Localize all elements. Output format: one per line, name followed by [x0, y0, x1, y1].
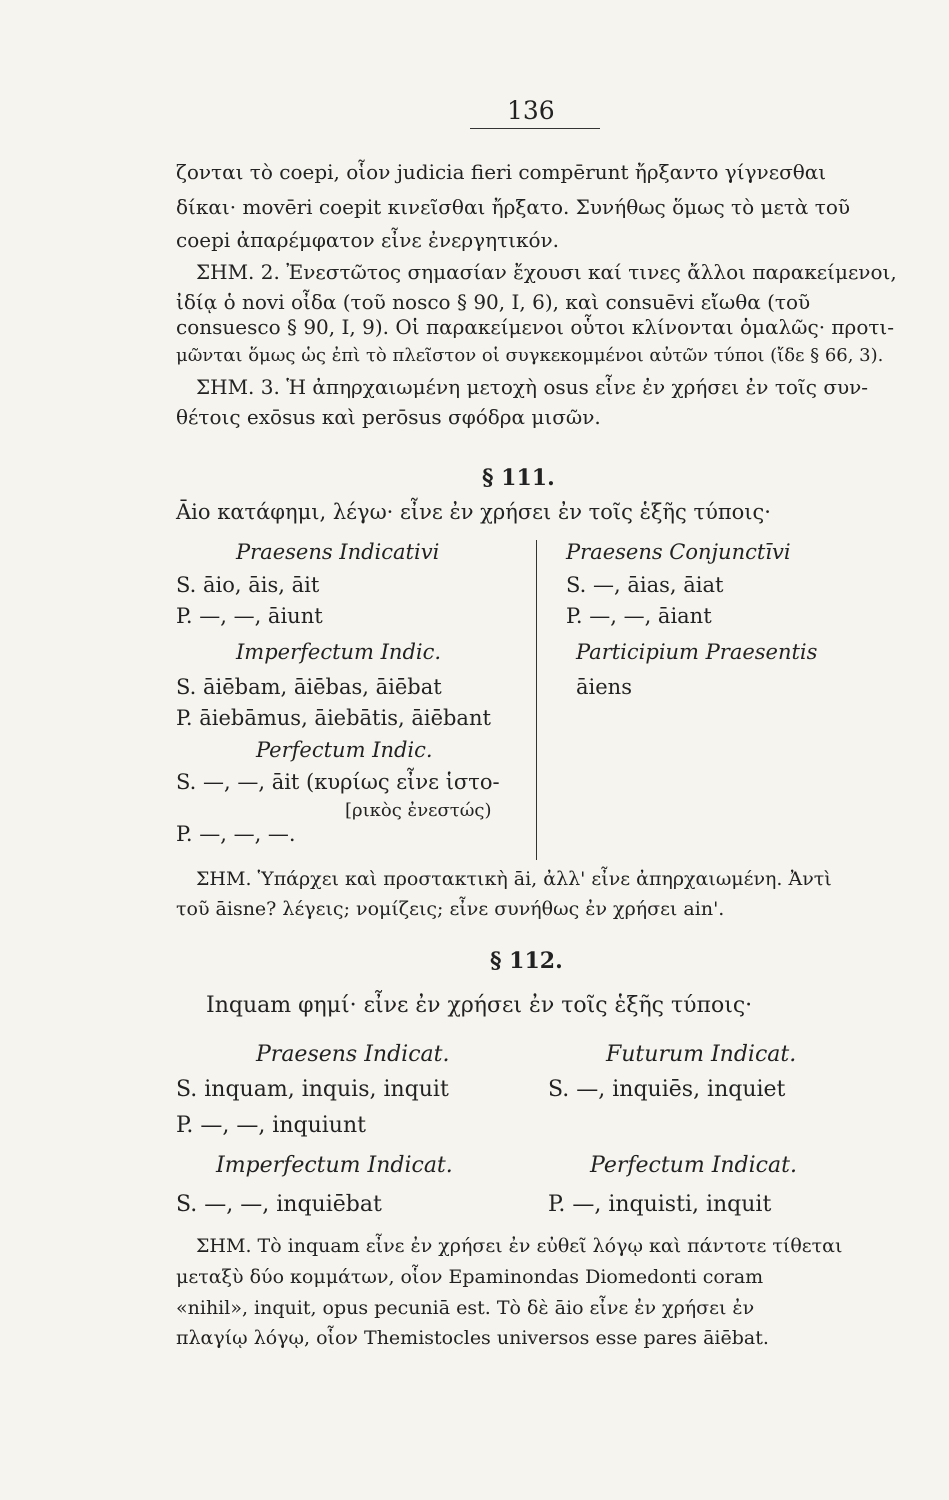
section-111-note-2: τοῦ āisne? λέγεις; νομίζεις; εἶνε συνήθως ἐν χρήσει ain'. [176, 898, 725, 920]
right-row-2: P. —, —, āiant [566, 604, 712, 628]
left-row-6: [ρικὸς ἐνεστώς) [345, 800, 492, 821]
column-divider [536, 540, 537, 860]
right-heading-2: Participium Praesentis [576, 640, 818, 664]
left-row-5: S. —, —, āit (κυρίως εἶνε ἱστο- [176, 770, 500, 794]
left-row-3: S. āiēbam, āiēbas, āiēbat [176, 675, 442, 699]
left-row-7: P. —, —, —. [176, 822, 296, 846]
inquam-left-row-2: P. —, —, inquiunt [176, 1113, 366, 1138]
inquam-left-row-3: S. —, —, inquiēbat [176, 1192, 382, 1217]
right-row-3: āiens [576, 675, 632, 699]
left-row-1: S. āio, āis, āit [176, 573, 320, 597]
left-heading-2: Imperfectum Indic. [236, 640, 442, 664]
note3-line-2: θέτοις exōsus καὶ perōsus σφόδρα μισῶν. [176, 405, 601, 429]
intro-line-1: ζονται τὸ coepi, οἷον judicia fieri compērunt ἤρξαντο γίγνεσθαι [176, 160, 827, 184]
section-111-lead: Āio κατάφημι, λέγω· εἶνε ἐν χρήσει ἐν τοῖς ἑξῆς τύποις· [176, 500, 771, 524]
inquam-right-row-1: S. —, inquiēs, inquiet [548, 1077, 786, 1102]
inquam-right-heading-1: Futurum Indicat. [606, 1042, 797, 1067]
right-row-1: S. —, āias, āiat [566, 573, 724, 597]
intro-line-2: δίκαι· movēri coepit κινεῖσθαι ἤρξατο. Συνήθως ὅμως τὸ μετὰ τοῦ [176, 195, 851, 219]
section-112-note-1: ΣΗΜ. Τὸ inquam εἶνε ἐν χρήσει ἐν εὐθεῖ λόγῳ καὶ πάντοτε τίθεται [196, 1235, 843, 1257]
note2-line-4: μῶνται ὅμως ὡς ἐπὶ τὸ πλεῖστον οἱ συγκεκομμένοι αὐτῶν τύποι (ἴδε § 66, 3). [176, 345, 884, 366]
inquam-right-heading-2: Perfectum Indicat. [590, 1153, 797, 1178]
page-number: 136 [507, 96, 555, 125]
inquam-left-heading-2: Imperfectum Indicat. [216, 1153, 453, 1178]
note2-line-3: consuesco § 90, I, 9). Οἱ παρακείμενοι οὗτοι κλίνονται ὁμαλῶς· προτι- [176, 315, 895, 339]
note2-line-2: ἰδίᾳ ὁ novi οἶδα (τοῦ nosco § 90, I, 6), καὶ consuēvi εἴωθα (τοῦ [176, 290, 811, 314]
header-rule [470, 128, 600, 129]
left-heading-3: Perfectum Indic. [256, 738, 433, 762]
section-112-note-4: πλαγίῳ λόγῳ, οἷον Themistocles universos esse pares āiēbat. [176, 1327, 769, 1349]
inquam-left-heading-1: Praesens Indicat. [256, 1042, 450, 1067]
inquam-left-row-1: S. inquam, inquis, inquit [176, 1077, 449, 1102]
section-112-lead: Inquam φημί· εἶνε ἐν χρήσει ἐν τοῖς ἑξῆς τύποις· [206, 993, 753, 1018]
section-111-note-1: ΣΗΜ. Ὑπάρχει καὶ προστακτικὴ āi, ἀλλ' εἶνε ἀπηρχαιωμένη. Ἀντὶ [196, 868, 832, 890]
section-112-heading: § 112. [490, 948, 563, 974]
right-heading-1: Praesens Conjunctīvi [566, 540, 791, 564]
left-heading-1: Praesens Indicativi [236, 540, 440, 564]
inquam-right-row-3: P. —, inquisti, inquit [548, 1192, 772, 1217]
intro-line-3: coepi ἀπαρέμφατον εἶνε ἐνεργητικόν. [176, 228, 560, 252]
section-112-note-3: «nihil», inquit, opus pecuniā est. Τὸ δὲ āio εἶνε ἐν χρήσει ἐν [176, 1297, 755, 1319]
left-row-2: P. —, —, āiunt [176, 604, 323, 628]
section-112-note-2: μεταξὺ δύο κομμάτων, οἷον Epaminondas Diomedonti coram [176, 1266, 764, 1288]
note2-line-1: ΣΗΜ. 2. Ἐνεστῶτος σημασίαν ἔχουσι καί τινες ἄλλοι παρακείμενοι, [196, 260, 897, 284]
left-row-4: P. āiebāmus, āiebātis, āiēbant [176, 706, 491, 730]
section-111-heading: § 111. [482, 465, 555, 491]
note3-line-1: ΣΗΜ. 3. Ἡ ἀπηρχαιωμένη μετοχὴ osus εἶνε ἐν χρήσει ἐν τοῖς συν- [196, 375, 869, 399]
